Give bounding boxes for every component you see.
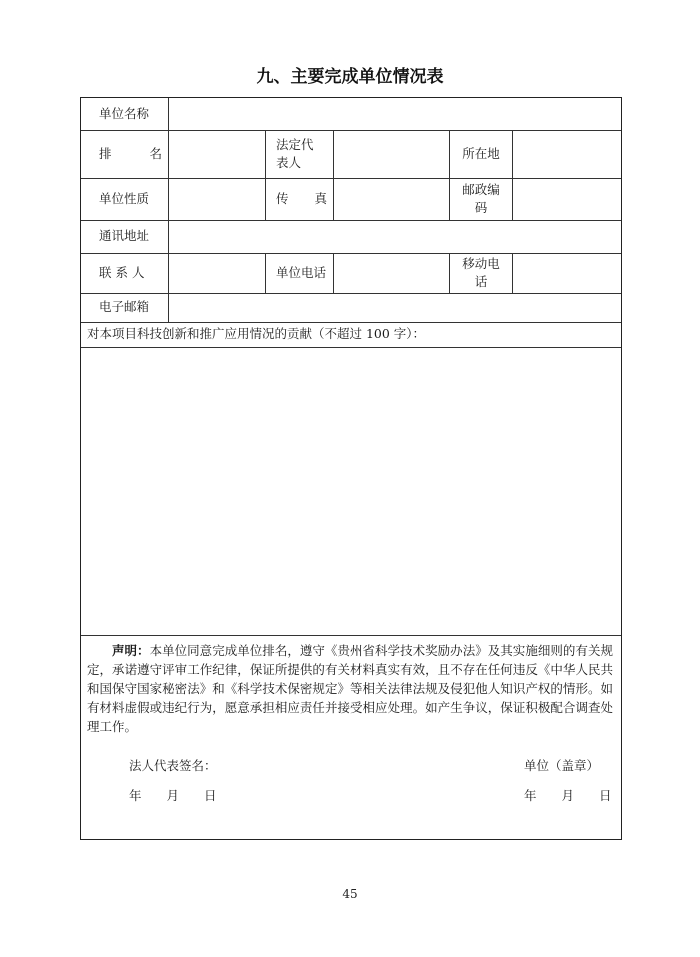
label-unit-phone: 单位电话 bbox=[276, 264, 327, 280]
address-field[interactable] bbox=[169, 220, 621, 253]
rank-field[interactable] bbox=[169, 130, 265, 178]
page-number: 45 bbox=[342, 887, 358, 901]
label-location: 所在地 bbox=[462, 145, 500, 161]
location-field[interactable] bbox=[513, 130, 621, 178]
label-contribution: 对本项目科技创新和推广应用情况的贡献（不超过 100 字）： bbox=[87, 326, 426, 342]
label-fax: 传 真 bbox=[276, 190, 328, 206]
mobile-phone-field[interactable] bbox=[513, 253, 621, 293]
unit-name-field[interactable] bbox=[169, 98, 621, 130]
unit-seal-label: 单位（盖章） bbox=[524, 758, 600, 773]
label-rank: 排 名 bbox=[99, 145, 163, 161]
unit-nature-field[interactable] bbox=[169, 178, 265, 220]
unit-phone-field[interactable] bbox=[334, 253, 449, 293]
unit-info-table bbox=[80, 97, 622, 840]
label-unit-nature: 单位性质 bbox=[99, 190, 150, 206]
label-legal-rep: 法定代表人 bbox=[276, 136, 314, 170]
row-divider bbox=[81, 635, 621, 636]
label-unit-name: 单位名称 bbox=[99, 105, 150, 121]
date-right: 年 月 日 bbox=[524, 788, 612, 803]
declaration-body: 本单位同意完成单位排名，遵守《贵州省科学技术奖励办法》及其实施细则的有关规定，承诺遵守评审工作纪律，保证所提供的有关材料真实有效，且不存在任何违反《中华人民共和国保守国家秘密法》和《科学技术保密规定》等相关法律法规及侵犯他人知识产权的情形。如有材料虚假或违纪行为，愿意承担相应责任并接受相应处理。如产生争议，保证积极配合调查处理工作。 bbox=[87, 643, 613, 734]
declaration-heading: 声明： bbox=[112, 643, 150, 658]
label-contact-person: 联 系 人 bbox=[99, 264, 145, 280]
label-address: 通讯地址 bbox=[99, 228, 150, 244]
label-email: 电子邮箱 bbox=[99, 299, 150, 315]
postal-code-field[interactable] bbox=[513, 178, 621, 220]
date-left: 年 月 日 bbox=[129, 788, 217, 803]
legal-rep-signature-label: 法人代表签名： bbox=[129, 758, 217, 773]
legal-rep-field[interactable] bbox=[334, 130, 449, 178]
label-postal-code: 邮政编码 bbox=[462, 181, 500, 215]
label-mobile-phone: 移动电话 bbox=[462, 255, 500, 289]
page-title: 九、主要完成单位情况表 bbox=[256, 67, 444, 87]
contact-person-field[interactable] bbox=[169, 253, 265, 293]
email-field[interactable] bbox=[169, 293, 621, 322]
fax-field[interactable] bbox=[334, 178, 449, 220]
declaration-text bbox=[87, 641, 613, 736]
contribution-textarea[interactable] bbox=[81, 348, 621, 635]
